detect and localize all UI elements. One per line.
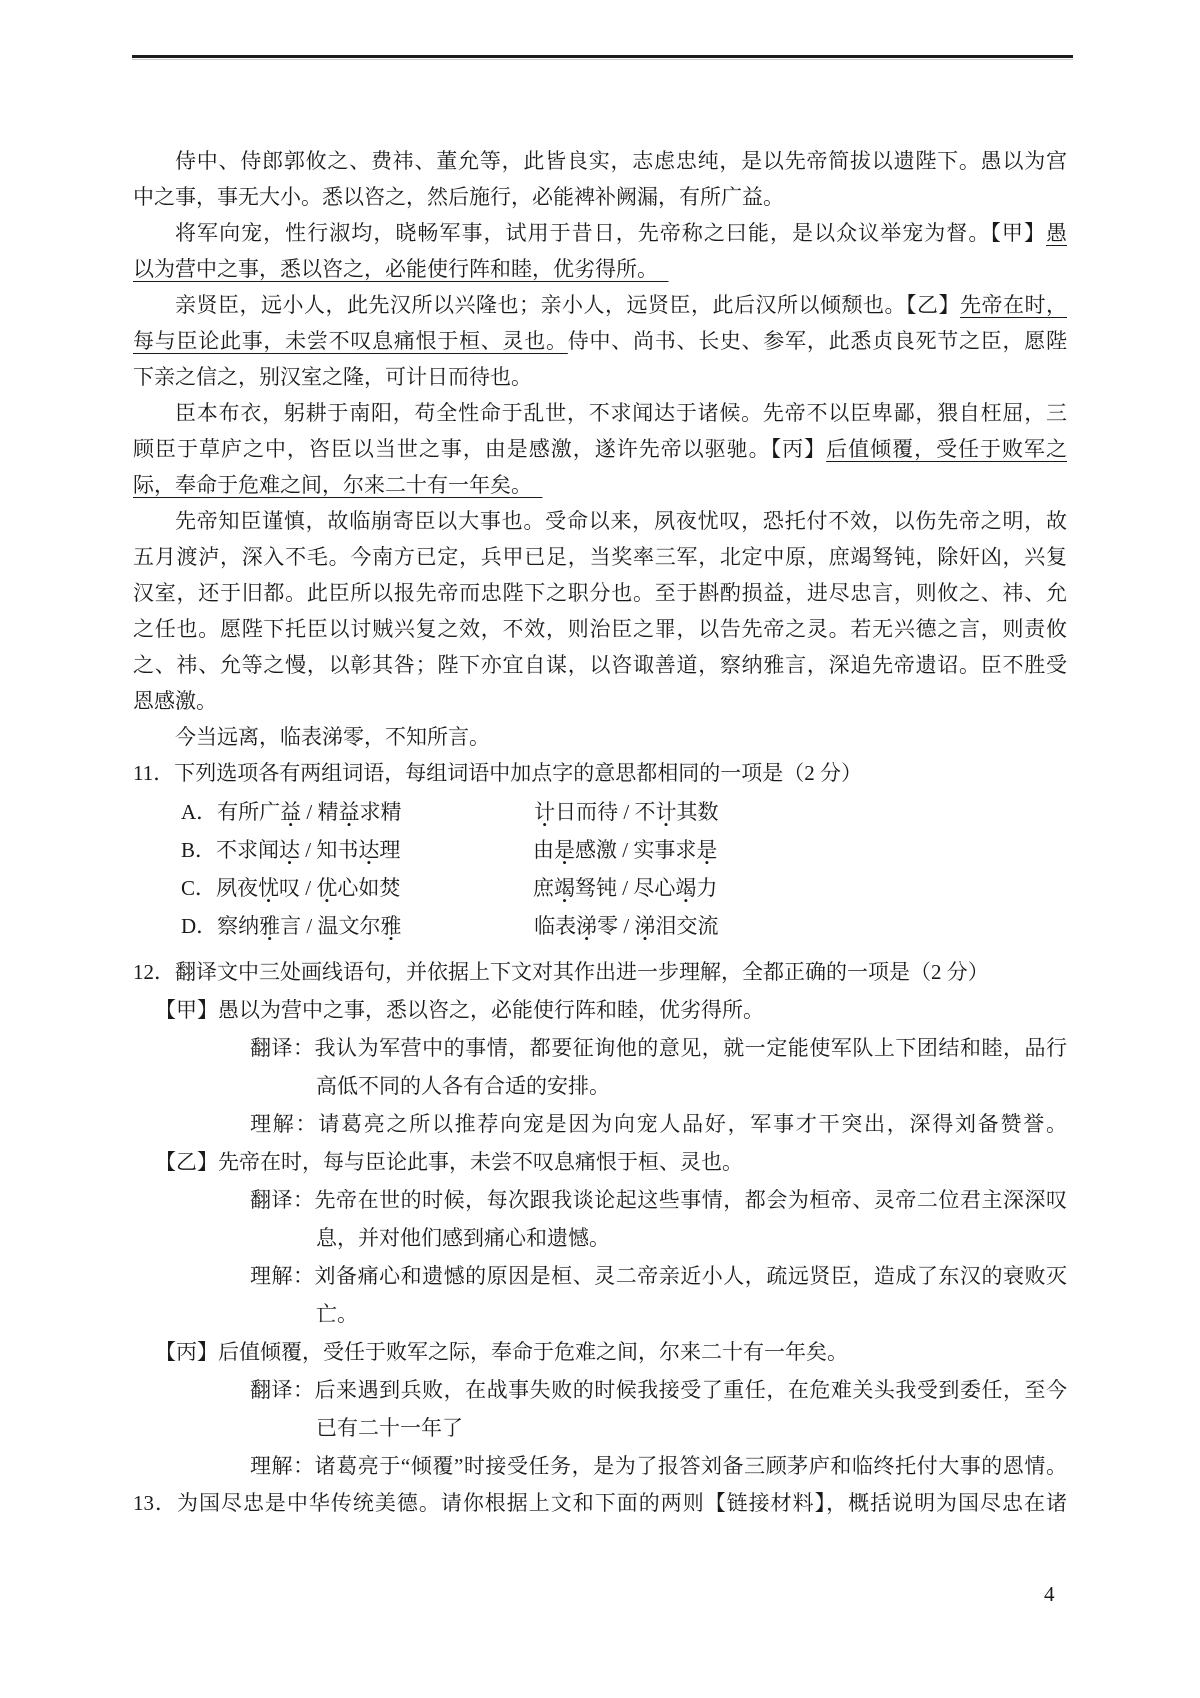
- question-12-items: [133, 991, 1067, 1485]
- text-run: 侍中、尚书、长史、参军，此悉贞良死节之臣，愿陛: [567, 329, 1068, 353]
- text-run: 【乙】先帝在时，每与臣论此事，未尝不叹息痛恨于桓、灵也。: [155, 1150, 743, 1174]
- dotted-char: 涕: [634, 914, 656, 938]
- text-run: 侍中、侍郎郭攸之、费祎、董允等，此皆良实，志虑忠纯，是以先帝简拔以遗陛下。愚以为宫: [175, 149, 1067, 173]
- text-line: [133, 755, 1067, 791]
- text-line: [133, 1485, 1067, 1521]
- text-run: 驽钝 / 尽心: [575, 876, 676, 900]
- dotted-char: 达: [279, 838, 301, 862]
- text-run: 感激 / 实事求: [575, 838, 697, 862]
- text-run: 临表: [534, 914, 577, 938]
- dotted-char: 优: [316, 876, 338, 900]
- text-line: [133, 1219, 1067, 1257]
- page-number: 4: [1044, 1582, 1055, 1606]
- dotted-char: 计: [534, 800, 556, 824]
- text-run: 亲贤臣，远小人，此先汉所以兴隆也；亲小人，远贤臣，此后汉所以倾颓也。【乙】: [175, 293, 960, 317]
- text-line: [133, 719, 1067, 755]
- text-run: 今当远离，临表涕零，不知所言。: [175, 725, 490, 749]
- text-run: 中之事，事无大小。悉以咨之，然后施行，必能裨补阙漏，有所广益。: [133, 185, 784, 209]
- option-row-b: [181, 831, 1067, 869]
- question-13: [133, 1485, 1067, 1521]
- text-line: [133, 359, 1067, 395]
- text-run: 由: [533, 838, 555, 862]
- option-group-2: [534, 793, 718, 831]
- text-line: [133, 215, 1067, 251]
- text-run: 理解：请葛亮之所以推荐向宠是因为向宠人品好，军事才干突出，深得刘备赞誉。: [250, 1112, 1067, 1136]
- text-line: [133, 467, 1067, 503]
- dotted-char: 竭: [675, 876, 697, 900]
- text-line: [133, 1409, 1067, 1447]
- text-run: 先帝知臣谨慎，故临崩寄臣以大事也。受命以来，夙夜忧叹，恐托付不效，以伤先帝之明，故: [175, 509, 1067, 533]
- text-line: [133, 1371, 1067, 1409]
- text-line: [133, 1067, 1067, 1105]
- text-run: 息，并对他们感到痛心和遗憾。: [316, 1226, 610, 1250]
- text-run: 【丙】后值倾覆，受任于败军之际，奉命于危难之间，尔来二十有一年矣。: [155, 1340, 848, 1364]
- text-line: [133, 1143, 1067, 1181]
- text-run: 不求闻: [216, 838, 280, 862]
- option-row-a: [181, 793, 1067, 831]
- text-run: 之、祎、允等之慢，以彰其咎；陛下亦宜自谋，以咨诹善道，察纳雅言，深追先帝遗诏。臣不胜受: [133, 653, 1067, 677]
- text-line: [133, 251, 1067, 287]
- text-run: 恩感激。: [133, 689, 217, 713]
- text-run: 翻译：后来遇到兵败，在战事失败的时候我接受了重任，在危难关头我受到委任，至今: [250, 1378, 1067, 1402]
- text-line: [133, 1029, 1067, 1067]
- text-line: [133, 953, 1067, 991]
- text-line: [133, 647, 1067, 683]
- text-line: [133, 683, 1067, 719]
- option-group-1: [217, 793, 534, 831]
- text-run: 理解：刘备痛心和遗憾的原因是桓、灵二帝亲近小人，疏远贤臣，造成了东汉的衰败灭: [250, 1264, 1067, 1288]
- text-run: 泪交流: [655, 914, 719, 938]
- option-label: A．: [181, 800, 218, 824]
- text-run: 理解：诸葛亮于“倾覆”时接受任务，是为了报答刘备三顾茅庐和临终托付大事的恩情。: [250, 1454, 1067, 1478]
- page-content: [133, 143, 1067, 1521]
- option-group-2: [533, 831, 717, 869]
- text-run: 五月渡泸，深入不毛。今南方已定，兵甲已足，当奖率三军，北定中原，庶竭驽钝，除奸凶，兴复: [133, 545, 1067, 569]
- text-line: [133, 179, 1067, 215]
- text-run: 言 / 温文尔: [280, 914, 381, 938]
- text-run: 顾臣于草庐之中，咨臣以当世之事，由是感激，遂许先帝以驱驰。【丙】: [133, 437, 827, 461]
- text-run: 之任也。愿陛下托臣以讨贼兴复之效，不效，则治臣之罪，以告先帝之灵。若无兴德之言，则责攸: [133, 617, 1067, 641]
- text-run: 汉室，还于旧都。此臣所以报先帝而忠陛下之职分也。至于斟酌损益，进尽忠言，则攸之、祎、允: [133, 581, 1067, 605]
- option-group-1: [216, 869, 533, 907]
- question-11-options: [133, 793, 1067, 945]
- dotted-char: 忧: [258, 876, 280, 900]
- text-line: [133, 1447, 1067, 1485]
- text-line: [133, 539, 1067, 575]
- dotted-char: 益: [280, 800, 302, 824]
- text-line: [133, 323, 1067, 359]
- option-label: D．: [181, 914, 218, 938]
- text-run: / 知书: [300, 838, 359, 862]
- text-run: 夙夜: [216, 876, 259, 900]
- text-line: [133, 1333, 1067, 1371]
- text-run: 翻译：我认为军营中的事情，都要征询他的意见，就一定能使军队上下团结和睦，品行: [250, 1036, 1067, 1060]
- dotted-char: 雅: [380, 914, 402, 938]
- option-group-1: [216, 831, 533, 869]
- text-line: [133, 431, 1067, 467]
- text-line: [133, 287, 1067, 323]
- text-run: 零 /: [597, 914, 635, 938]
- text-run: 察纳: [217, 914, 260, 938]
- underlined-text: 愚: [1046, 221, 1067, 245]
- text-line: [133, 991, 1067, 1029]
- passage: [133, 143, 1067, 755]
- option-group-2: [533, 869, 717, 907]
- question-11-stem: [133, 755, 1067, 791]
- text-run: 有所广: [217, 800, 281, 824]
- dotted-char: 是: [554, 838, 576, 862]
- text-run: 其数: [676, 800, 719, 824]
- option-label: B．: [181, 838, 217, 862]
- text-run: 下亲之信之，别汉室之隆，可计日而待也。: [133, 365, 532, 389]
- text-line: [133, 575, 1067, 611]
- header-rule-shadow: [132, 59, 1073, 60]
- dotted-char: 是: [696, 838, 718, 862]
- text-run: 日而待 / 不: [555, 800, 656, 824]
- dotted-char: 竭: [554, 876, 576, 900]
- dotted-char: 益: [338, 800, 360, 824]
- text-line: [133, 1257, 1067, 1295]
- text-line: [133, 503, 1067, 539]
- text-run: 翻译：先帝在世的时候，每次跟我谈论起这些事情，都会为桓帝、灵帝二位君主深深叹: [250, 1188, 1067, 1212]
- text-run: 12．翻译文中三处画线语句，并依据上下文对其作出进一步理解，全都正确的一项是（2 分）: [133, 960, 989, 984]
- text-run: 求精: [359, 800, 402, 824]
- question-11: [133, 755, 1067, 945]
- text-run: 心如焚: [337, 876, 401, 900]
- text-run: 叹 /: [279, 876, 317, 900]
- dotted-char: 达: [358, 838, 380, 862]
- header-rule: [132, 55, 1073, 60]
- option-row-d: [181, 907, 1067, 945]
- question-13-stem: [133, 1485, 1067, 1521]
- text-run: 臣本布衣，躬耕于南阳，苟全性命于乱世，不求闻达于诸候。先帝不以臣卑鄙，猥自枉屈，三: [175, 401, 1067, 425]
- dotted-char: 涕: [576, 914, 598, 938]
- text-line: [133, 611, 1067, 647]
- underlined-text: 先帝在时，: [960, 293, 1067, 317]
- text-run: 【甲】愚以为营中之事，悉以咨之，必能使行阵和睦，优劣得所。: [155, 998, 764, 1022]
- underlined-text: 每与臣论此事，未尝不叹息痛恨于桓、灵也。: [133, 329, 568, 353]
- text-run: 庶: [533, 876, 555, 900]
- dotted-char: 计: [655, 800, 677, 824]
- text-run: 亡。: [316, 1302, 358, 1326]
- text-run: 已有二十一年了: [316, 1416, 463, 1440]
- dotted-char: 雅: [259, 914, 281, 938]
- text-run: 高低不同的人各有合适的安排。: [316, 1074, 610, 1098]
- text-run: 理: [379, 838, 401, 862]
- text-line: [133, 1295, 1067, 1333]
- header-rule-main: [132, 55, 1073, 58]
- question-12: [133, 953, 1067, 1485]
- text-run: 力: [696, 876, 718, 900]
- question-12-stem: [133, 953, 1067, 991]
- underlined-text: 后值倾覆，受任于败军之: [826, 437, 1068, 461]
- text-line: [133, 143, 1067, 179]
- underlined-text: 际，奉命于危难之间，尔来二十有一年矣。: [133, 473, 543, 497]
- option-group-1: [217, 907, 534, 945]
- text-run: / 精: [301, 800, 339, 824]
- text-line: [133, 395, 1067, 431]
- option-row-c: [181, 869, 1067, 907]
- text-run: 将军向宠，性行淑均，晓畅军事，试用于昔日，先帝称之曰能，是以众议举宠为督。【甲】: [175, 221, 1046, 245]
- text-line: [133, 1105, 1067, 1143]
- text-line: [133, 1181, 1067, 1219]
- text-run: 11．下列选项各有两组词语，每组词语中加点字的意思都相同的一项是（2 分）: [133, 761, 862, 785]
- option-label: C．: [181, 876, 217, 900]
- underlined-text: 以为营中之事，悉以咨之，必能使行阵和睦，优劣得所。: [133, 257, 669, 281]
- text-run: 13．为国尽忠是中华传统美德。请你根据上文和下面的两则【链接材料】，概括说明为国尽忠在诸: [133, 1491, 1067, 1515]
- option-group-2: [534, 907, 718, 945]
